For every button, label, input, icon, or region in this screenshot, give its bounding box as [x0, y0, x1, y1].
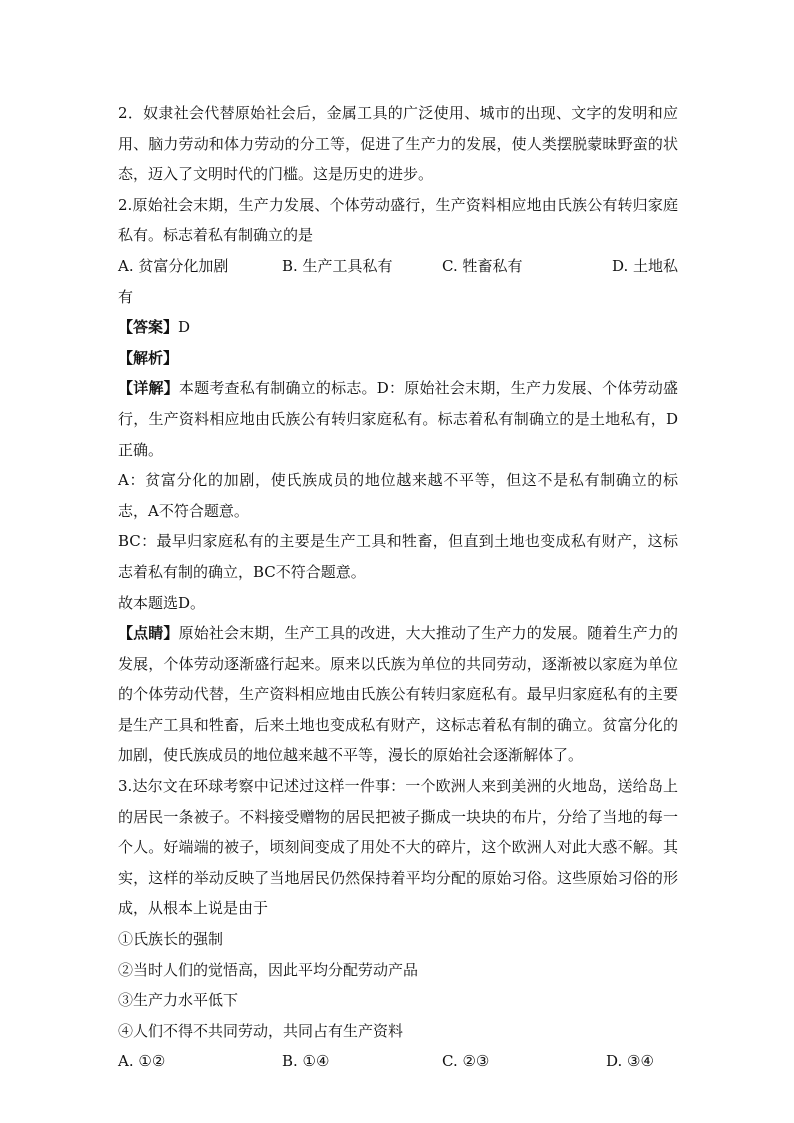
answer-label: 【答案】 — [118, 318, 179, 337]
paragraph-intro: 2．奴隶社会代替原始社会后，金属工具的广泛使用、城市的出现、文字的发明和应用、脑力劳动和体力劳动的分工等，促进了生产力的发展，使人类摆脱蒙昧野蛮的状态，迈入了文明时代的门槛。这是历史的进步。 — [118, 104, 678, 184]
question-3-option-c: C. ②③ — [442, 1052, 490, 1071]
note-label: 【点睛】 — [118, 624, 179, 643]
question-3-item-1: ①氏族长的强制 — [118, 930, 224, 949]
analysis-label: 【解析】 — [118, 348, 179, 367]
question-2-option-d: D. 土地私 — [611, 256, 678, 275]
question-3-item-3: ③生产力水平低下 — [118, 991, 239, 1010]
detail-label: 【详解】 — [118, 379, 179, 398]
question-2-analysis — [118, 343, 678, 374]
detail-text: 本题考查私有制确立的标志。D：原始社会末期，生产力发展、个体劳动盛行，生产资料相应地由氏族公有转归家庭私有。标志着私有制确立的是土地私有，D正确。 — [118, 379, 678, 459]
question-2-conclusion: 故本题选D。 — [118, 593, 206, 612]
question-3-option-a: A. ①② — [118, 1052, 166, 1071]
question-2-answer — [118, 312, 678, 343]
question-2-options — [118, 251, 678, 282]
question-3-item-4: ④人们不得不共同劳动，共同占有生产资料 — [118, 1021, 404, 1040]
question-3-options — [118, 1046, 678, 1077]
question-2-note — [118, 618, 678, 771]
question-2-option-a: A. 贫富分化加剧 — [118, 256, 229, 275]
answer-value: D — [178, 318, 191, 337]
document-page — [118, 98, 678, 1077]
question-3-option-b: B. ①④ — [282, 1052, 330, 1071]
question-2-option-b: B. 生产工具私有 — [282, 256, 393, 275]
note-text: 原始社会末期，生产工具的改进，大大推动了生产力的发展。随着生产力的发展，个体劳动逐渐盛行起来。原来以氏族为单位的共同劳动，逐渐被以家庭为单位的个体劳动代替，生产资料相应地由氏族公有转归家庭私有。最早归家庭私有的主要是生产工具和牲畜，后来土地也变成私有财产，这标志着私有制的确立。贫富分化的加剧，使氏族成员的地位越来越不平等，漫长的原始社会逐渐解体了。 — [118, 624, 678, 765]
question-2-option-a-analysis: A：贫富分化的加剧，使氏族成员的地位越来越不平等，但这不是私有制确立的标志，A不符合题意。 — [118, 471, 678, 520]
question-2-option-d-wrap: 有 — [118, 287, 134, 306]
question-2-option-bc-analysis: BC：最早归家庭私有的主要是生产工具和牲畜，但直到土地也变成私有财产，这标志着私有制的确立，BC不符合题意。 — [118, 532, 678, 581]
question-3-option-d: D. ③④ — [606, 1052, 654, 1071]
question-2-option-c: C. 牲畜私有 — [442, 256, 523, 275]
question-2-stem: 2.原始社会末期，生产力发展、个体劳动盛行，生产资料相应地由氏族公有转归家庭私有。标志着私有制确立的是 — [118, 195, 678, 245]
question-2-detail — [118, 373, 678, 465]
question-3-item-2: ②当时人们的觉悟高，因此平均分配劳动产品 — [118, 960, 419, 979]
question-3-stem: 3.达尔文在环球考察中记述过这样一件事：一个欧洲人来到美洲的火地岛，送给岛上的居民一条被子。不料接受赠物的居民把被子撕成一块块的布片，分给了当地的每一个人。好端端的被子，顷刻间变成了用处不大的碎片，这个欧洲人对此大惑不解。其实，这样的举动反映了当地居民仍然保持着平均分配的原始习俗。这些原始习俗的形成，从根本上说是由于 — [118, 777, 678, 918]
